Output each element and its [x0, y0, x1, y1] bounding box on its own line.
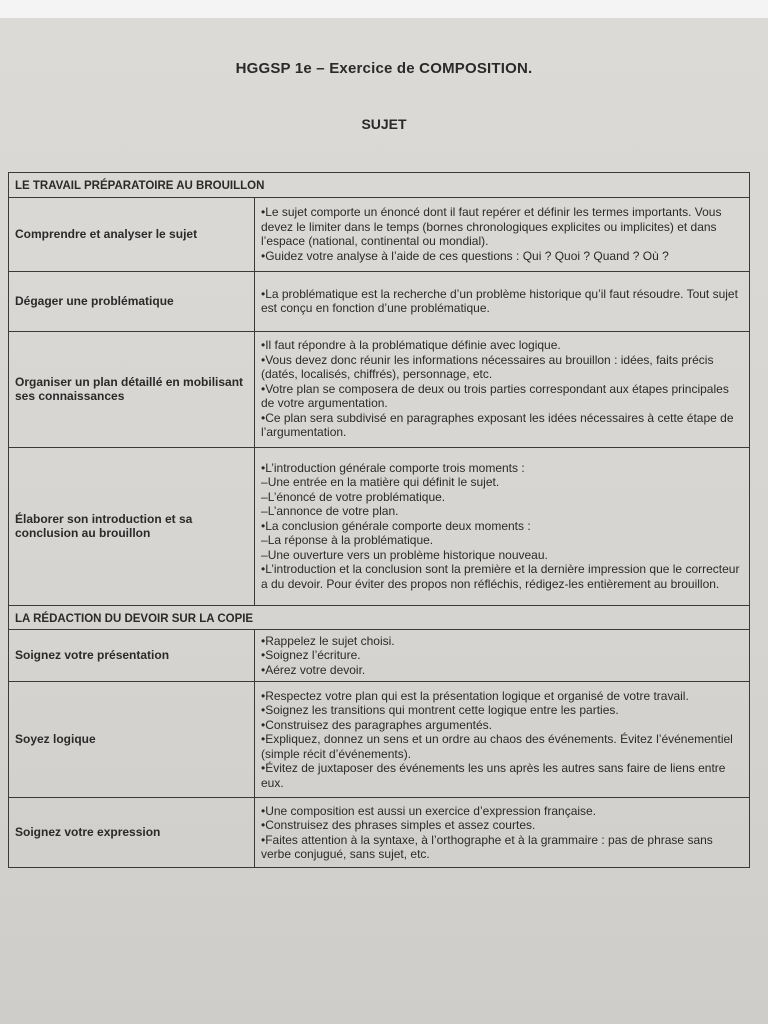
dash-line: – L’énoncé de votre problématique. — [261, 490, 743, 505]
table-body — [9, 173, 750, 868]
row-label: Comprendre et analyser le sujet — [9, 197, 255, 271]
row-content — [255, 630, 750, 682]
dash-line: – Une entrée en la matière qui définit le sujet. — [261, 475, 743, 490]
dash-line: – L’annonce de votre plan. — [261, 504, 743, 519]
document-page — [0, 18, 768, 1024]
bullet-line: • Faites attention à la syntaxe, à l’orthographe et à la grammaire : pas de phrase sans verbe conjugué, sans sujet, etc. — [261, 833, 743, 862]
row-content — [255, 331, 750, 447]
section-heading: LA RÉDACTION DU DEVOIR SUR LA COPIE — [9, 605, 750, 630]
row-label: Soignez votre présentation — [9, 630, 255, 682]
row-content — [255, 682, 750, 798]
row-content — [255, 447, 750, 605]
row-content — [255, 798, 750, 868]
bullet-line: • Construisez des phrases simples et assez courtes. — [261, 818, 743, 833]
section-heading: LE TRAVAIL PRÉPARATOIRE AU BROUILLON — [9, 173, 750, 198]
bullet-line: • Soignez les transitions qui montrent cette logique entre les parties. — [261, 703, 743, 718]
row-label: Soyez logique — [9, 682, 255, 798]
bullet-line: • Construisez des paragraphes argumentés. — [261, 718, 743, 733]
table-row — [9, 630, 750, 682]
table-row — [9, 798, 750, 868]
bullet-line: • Soignez l’écriture. — [261, 648, 743, 663]
row-label: Soignez votre expression — [9, 798, 255, 868]
subject-heading: SUJET — [361, 116, 407, 132]
table-row — [9, 271, 750, 331]
bullet-line: • Évitez de juxtaposer des événements les uns après les autres sans faire de liens entre eux. — [261, 761, 743, 790]
method-table — [8, 172, 750, 868]
bullet-line: • Ce plan sera subdivisé en paragraphes exposant les idées nécessaires à cette étape de l’argumentation. — [261, 411, 743, 440]
table-row — [9, 197, 750, 271]
bullet-line: • Expliquez, donnez un sens et un ordre au chaos des événements. Évitez l’événementiel (simple récit d’événements). — [261, 732, 743, 761]
bullet-line: • Rappelez le sujet choisi. — [261, 634, 743, 649]
bullet-line: • Votre plan se composera de deux ou trois parties correspondant aux étapes principales de votre argumentation. — [261, 382, 743, 411]
bullet-line: • L’introduction générale comporte trois moments : — [261, 461, 743, 476]
bullet-line: • L’introduction et la conclusion sont la première et la dernière impression que le correcteur a du devoir. Pour éviter des propos non réfléchis, rédigez-les entièrement au brouillon. — [261, 562, 743, 591]
table-row — [9, 447, 750, 605]
bullet-line: • Aérez votre devoir. — [261, 663, 743, 678]
bullet-line: • Guidez votre analyse à l’aide de ces questions : Qui ? Quoi ? Quand ? Où ? — [261, 249, 743, 264]
bullet-line: • Le sujet comporte un énoncé dont il faut repérer et définir les termes importants. Vous devez le limiter dans le temps (bornes chronologiques explicites ou implicites) et dans l’espace (national, continental ou mondial). — [261, 205, 743, 249]
dash-line: – Une ouverture vers un problème historique nouveau. — [261, 548, 743, 563]
top-margin — [0, 0, 768, 18]
dash-line: – La réponse à la problématique. — [261, 533, 743, 548]
row-content — [255, 271, 750, 331]
section-row — [9, 173, 750, 198]
bullet-line: • La problématique est la recherche d’un problème historique qu’il faut résoudre. Tout sujet est conçu en fonction d’une problématique. — [261, 287, 743, 316]
bullet-line: • Respectez votre plan qui est la présentation logique et organisé de votre travail. — [261, 689, 743, 704]
bullet-line: • La conclusion générale comporte deux moments : — [261, 519, 743, 534]
page-title: HGGSP 1e – Exercice de COMPOSITION. — [235, 60, 533, 77]
bullet-line: • Une composition est aussi un exercice d’expression française. — [261, 804, 743, 819]
table-row — [9, 331, 750, 447]
bullet-line: • Vous devez donc réunir les informations nécessaires au brouillon : idées, faits précis (datés, localisés, chiffrés), personnage, etc. — [261, 353, 743, 382]
section-row — [9, 605, 750, 630]
table-row — [9, 682, 750, 798]
row-label: Dégager une problématique — [9, 271, 255, 331]
row-content — [255, 197, 750, 271]
row-label: Organiser un plan détaillé en mobilisant ses connaissances — [9, 331, 255, 447]
bullet-line: • Il faut répondre à la problématique définie avec logique. — [261, 338, 743, 353]
row-label: Élaborer son introduction et sa conclusion au brouillon — [9, 447, 255, 605]
